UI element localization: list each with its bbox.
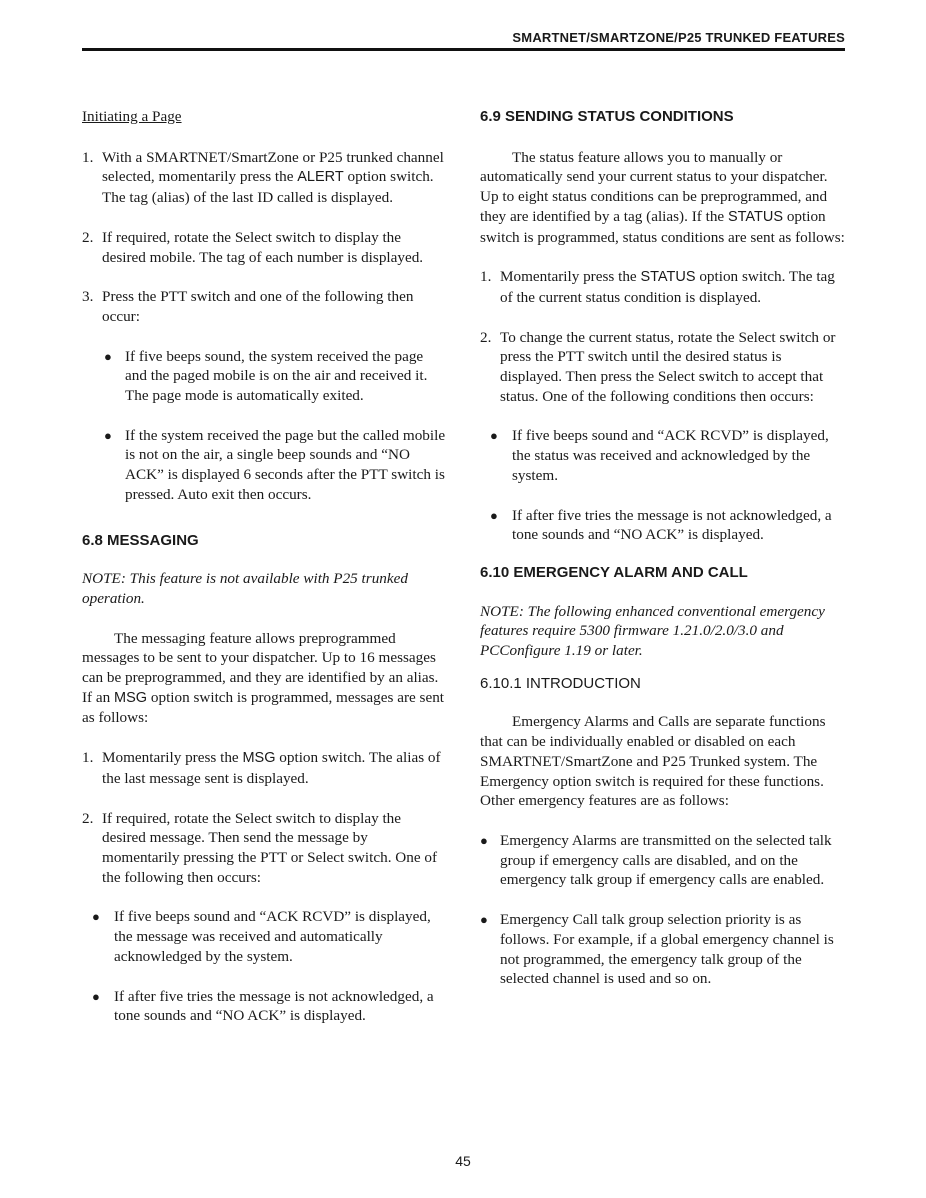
emergency-bullet-1: ● Emergency Alarms are transmitted on the selected talk group if emergency calls are disabled, and on the emergency talk group if emergency calls are enabled. (480, 831, 832, 889)
running-header-title: SMARTNET/SMARTZONE/P25 TRUNKED FEATURES (512, 30, 845, 45)
page-number: 45 (455, 1153, 471, 1169)
emergency-bullet-2: ● Emergency Call talk group selection priority is as follows. For example, if a global emergency channel is not programmed, the emergency talk group of the selected channel is used and so on. (480, 911, 834, 988)
status-step-1: 1. Momentarily press the STATUS option switch. The tag of the current status condition is displayed. (480, 268, 835, 306)
msg-key-label: MSG (114, 689, 148, 706)
status-step-2: 2. To change the current status, rotate the Select switch or press the PTT switch until the desired status is displayed. Then press the Select switch to accept that status. One of the following conditions then occurs: (480, 328, 836, 405)
bullet-icon: ● (92, 909, 100, 925)
emergency-heading: 6.10 EMERGENCY ALARM AND CALL (480, 563, 748, 581)
bullet-icon: ● (92, 988, 100, 1004)
bullet-icon: ● (490, 428, 498, 444)
status-key-label: STATUS (640, 269, 696, 286)
bullet-icon: ● (480, 832, 488, 848)
status-heading: 6.9 SENDING STATUS CONDITIONS (480, 108, 734, 125)
introduction-paragraph: Emergency Alarms and Calls are separate functions that can be individually enabled or disabled on each SMARTNET/SmartZone and P25 Trunked system. The Emergency option switch is required for these functions. Other emergency features are as follows: (480, 713, 826, 810)
messaging-step-2: 2. If required, rotate the Select switch to display the desired message. Then send the message by momentarily pressing the PTT or Select switch. One of the following then occurs: (82, 809, 438, 886)
header-rule (82, 48, 845, 51)
page-step-1: 1. With a SMARTNET/SmartZone or P25 trunked channel selected, momentarily press the ALERT option switch. The tag (alias) of the last ID called is displayed. (82, 148, 444, 207)
status-bullet-2: ● If after five tries the message is not acknowledged, a tone sounds and “NO ACK” is displayed. (490, 506, 832, 544)
bullet-icon: ● (104, 427, 112, 443)
messaging-intro: The messaging feature allows preprogrammed messages to be sent to your dispatcher. Up to 16 messages can be preprogrammed, and they are identified by an alias. If an MSG option switch is programmed, messages are sent as follows: (82, 629, 445, 727)
introduction-subheading: 6.10.1 INTRODUCTION (480, 674, 641, 692)
page-step-2: 2. If required, rotate the Select switch to display the desired mobile. The tag of each number is displayed. (82, 228, 424, 266)
msg-key-label: MSG (242, 750, 276, 767)
messaging-note: NOTE: This feature is not available with P25 trunked operation. (82, 570, 408, 607)
bullet-icon: ● (480, 912, 488, 928)
emergency-note: NOTE: The following enhanced conventional emergency features require 5300 firmware 1.21.0/2.0/3.0 and PCConfigure 1.19 or later. (480, 602, 825, 660)
status-bullet-1: ● If five beeps sound and “ACK RCVD” is displayed, the status was received and acknowledged by the system. (490, 427, 829, 484)
page-bullet-2: ● If the system received the page but the called mobile is not on the air, a single beep sounds and “NO ACK” is displayed 6 seconds after the PTT switch is pressed. Auto exit then occurs. (104, 426, 446, 503)
messaging-heading: 6.8 MESSAGING (82, 531, 199, 549)
page-bullet-1: ● If five beeps sound, the system received the page and the paged mobile is on the air and received it. The page mode is automatically exited. (104, 347, 428, 405)
status-intro: The status feature allows you to manually or automatically send your current status to your dispatcher. Up to eight status conditions can be preprogrammed, and they are identified by a tag (alias). If the STATUS option switch is programmed, status conditions are sent as follows: (480, 148, 845, 246)
alert-key-label: ALERT (297, 169, 344, 186)
messaging-step-1: 1. Momentarily press the MSG option switch. The alias of the last message sent is displayed. (82, 749, 441, 787)
messaging-bullet-2: ● If after five tries the message is not acknowledged, a tone sounds and “NO ACK” is displayed. (92, 987, 434, 1025)
page-step-3: 3. Press the PTT switch and one of the following then occur: (82, 288, 414, 325)
left-column (82, 107, 447, 1046)
initiating-page-subheading: Initiating a Page (82, 108, 182, 125)
bullet-icon: ● (104, 348, 112, 364)
bullet-icon: ● (490, 507, 498, 523)
status-key-label: STATUS (727, 208, 784, 225)
right-column (480, 107, 845, 1009)
messaging-bullet-1: ● If five beeps sound and “ACK RCVD” is displayed, the message was received and automatically acknowledged by the system. (92, 908, 431, 965)
